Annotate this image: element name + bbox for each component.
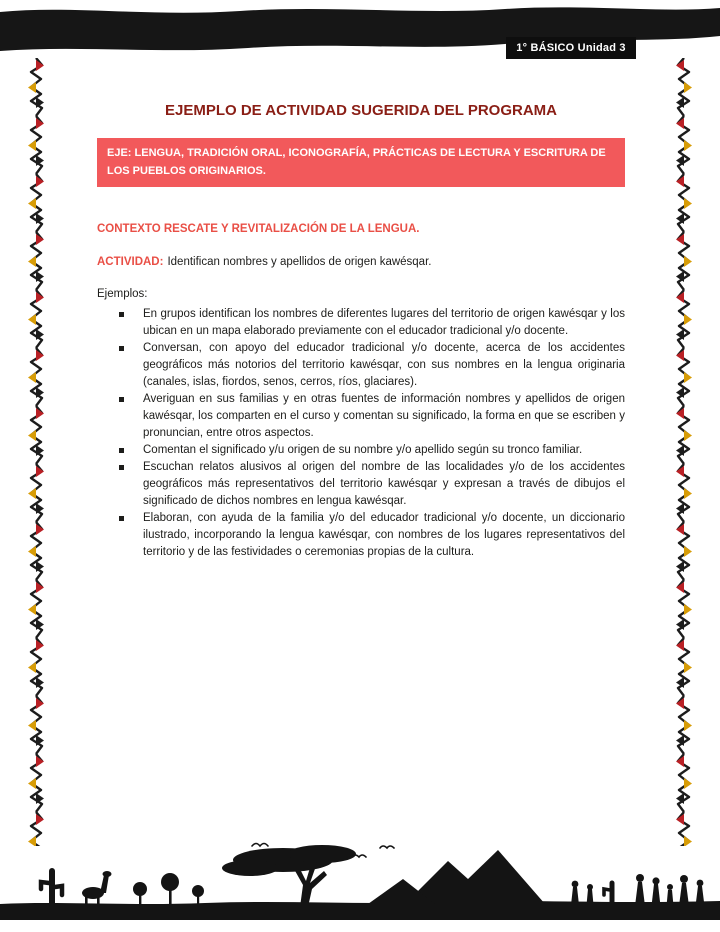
torn-paper-top-band [0,0,720,70]
ejemplos-list [97,306,625,561]
ejemplo-item: Averiguan en sus familias y en otras fuentes de información nombres y apellidos de origen kawésqar, los comparten en el curso y comentan su significado, la forma en que se escriben y pronuncian, entre otros aspectos. [97,391,625,442]
textile-border-left-decoration [24,58,48,846]
eje-banner [97,138,625,187]
page-title: EJEMPLO DE ACTIVIDAD SUGERIDA DEL PROGRAMA [165,102,557,119]
ejemplo-item: Comentan el significado y/u origen de su nombre y/o apellido según su tronco familiar. [97,442,625,459]
ejemplo-item: En grupos identifican los nombres de diferentes lugares del territorio de origen kawésqar y los ubican en un mapa elaborado previamente con el educador tradicional y/o docente. [97,306,625,340]
ejemplo-item: Conversan, con apoyo del educador tradicional y/o docente, acerca de los accidentes geográficos más notorios del territorio kawésqar, con sus nombres en la lengua originaria (canales, islas, fiordos, senos, cerros, ríos, glaciares). [97,340,625,391]
people-silhouettes-right [635,874,705,906]
actividad-text: Identifican nombres y apellidos de origen kawésqar. [167,256,432,269]
tree-silhouette [222,845,356,907]
ejemplos-label: Ejemplos: [97,288,148,301]
mountain-silhouette [405,850,545,904]
cactus-silhouette-right [604,883,612,905]
content-column [97,102,625,561]
unit-badge-label: 1° BÁSICO Unidad 3 [516,42,626,54]
contexto-heading: CONTEXTO RESCATE Y REVITALIZACIÓN DE LA LENGUA. [97,223,420,236]
llama-silhouette [82,871,112,905]
ejemplo-item: Escuchan relatos alusivos al origen del nombre de las localidades y/o de los accidentes geográficos más representativos del territorio kawésqar y expresan a través de dibujos el significado de dichos nombres en lengua kawésqar. [97,459,625,510]
textile-border-right-decoration [672,58,696,846]
eje-banner-text: EJE: LENGUA, TRADICIÓN ORAL, ICONOGRAFÍA, PRÁCTICAS DE LECTURA Y ESCRITURA DE LOS PUEBLOS ORIGINARIOS. [107,147,606,177]
actividad-label: ACTIVIDAD: [97,256,164,269]
unit-badge [506,37,636,59]
people-silhouettes-middle [571,881,594,905]
actividad-line [97,256,625,268]
cactus-silhouette-left [41,871,62,903]
footer-landscape-silhouette [0,837,720,932]
ejemplo-item: Elaboran, con ayuda de la familia y/o del educador tradicional y/o docente, un diccionario ilustrado, incorporando la lengua kawésqar, con nombres de los lugares representativos del territorio y de las festividades o ceremonias propias de la cultura. [97,510,625,561]
bush-silhouettes [133,873,204,905]
